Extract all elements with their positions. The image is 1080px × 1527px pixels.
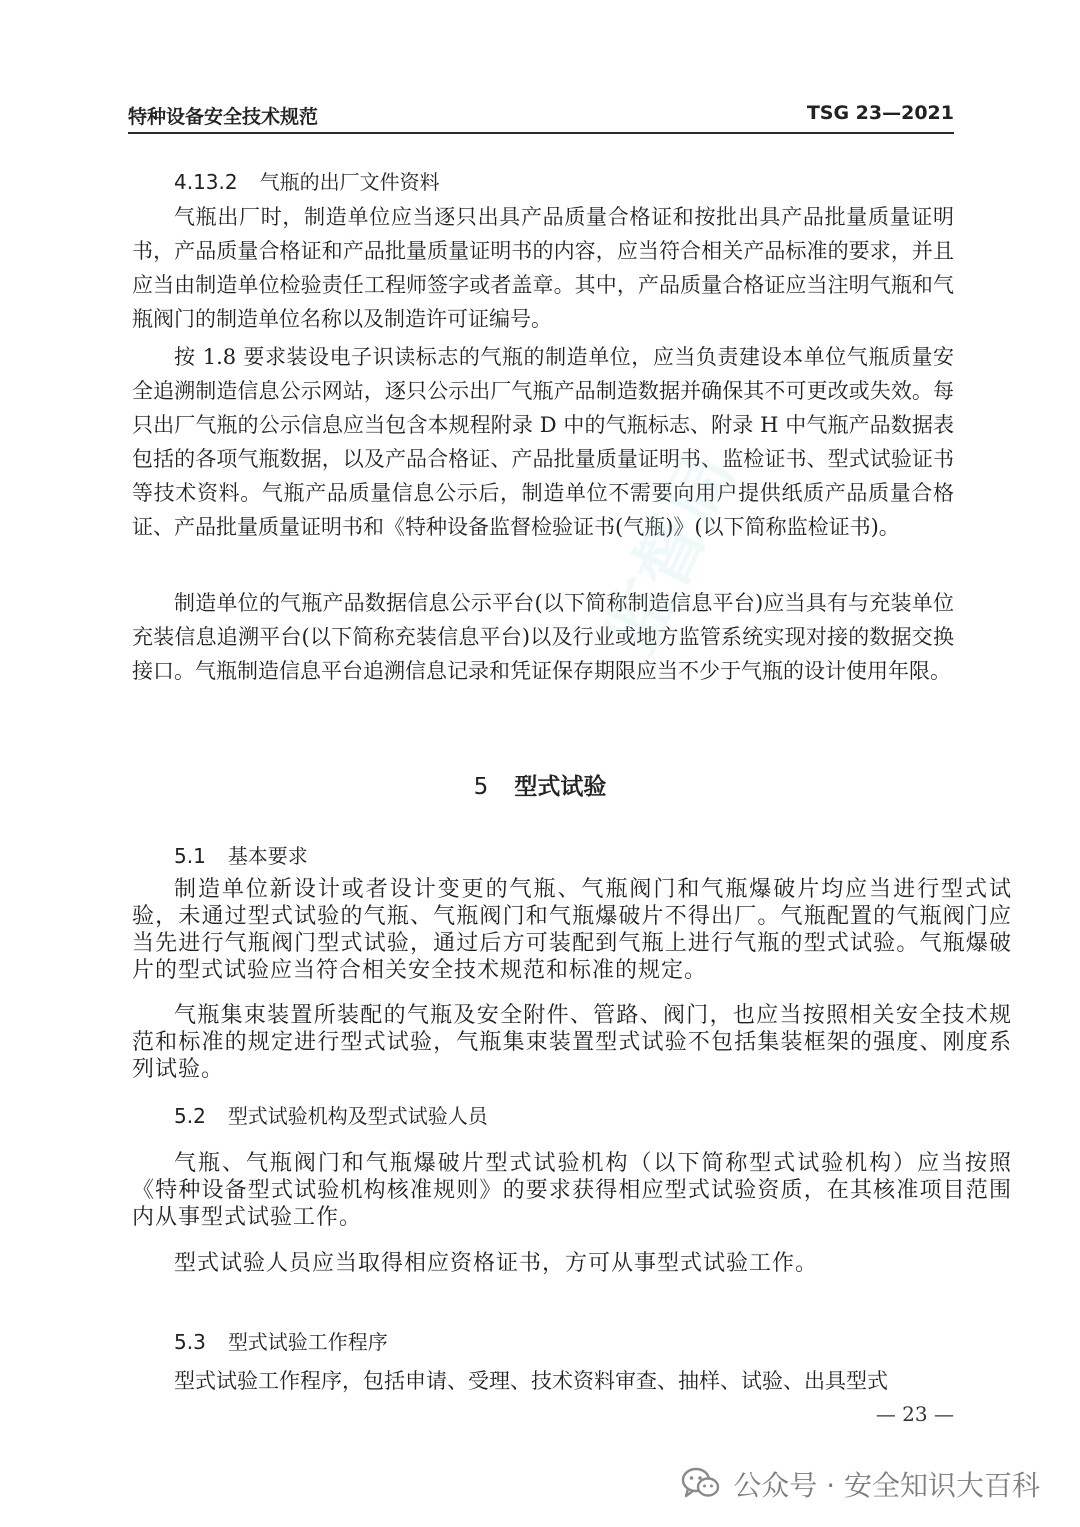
section-heading-4-13-2 [174,166,440,195]
section-title: 基本要求 [227,844,308,868]
section-number: 5.3 [174,1330,206,1354]
paragraph: 型式试验人员应当取得相应资格证书，方可从事型式试验工作。 [174,1251,819,1276]
section-heading-5-1 [174,840,308,869]
section-title: 型式试验工作程序 [227,1330,388,1354]
header-spec-title: 特种设备安全技术规范 [128,106,319,128]
footer-brand-text: 公众号 · 安全知识大百科 [733,1469,1040,1502]
section-title: 气瓶的出厂文件资料 [259,170,440,194]
paragraph: 型式试验工作程序，包括申请、受理、技术资料审查、抽样、试验、出具型式 [174,1369,888,1393]
section-heading-5-3 [174,1326,388,1355]
paragraph: 气瓶出厂时，制造单位应当逐只出具产品质量合格证和按批出具产品批量质量证明书，产品质量合格证和产品批量质量证明书的内容，应当符合相关产品标准的要求，并且应当由制造单位检验责任工程师签字或者盖章。其中，产品质量合格证应当注明气瓶和气瓶阀门的制造单位名称以及制造许可证编号。 [132,205,954,331]
paragraph: 按 1.8 要求装设电子识读标志的气瓶的制造单位，应当负责建设本单位气瓶质量安全追溯制造信息公示网站，逐只公示出厂气瓶产品制造数据并确保其不可更改或失效。每只出厂气瓶的公示信息应当包含本规程附录 D 中的气瓶标志、附录 H 中气瓶产品数据表包括的各项气瓶数据，以及产品合格证、产品批量质量证明书、监检证书、型式试验证书等技术资料。气瓶产品质量信息公示后，制造单位不需要向用户提供纸质产品质量合格证、产品批量质量证明书和《特种设备监督检验证书(气瓶)》(以下简称监检证书)。 [132,345,954,539]
section-heading-5-2 [174,1100,488,1129]
chapter-heading-5 [0,768,1080,801]
section-number: 4.13.2 [174,170,238,194]
footer-brand [681,1464,1040,1504]
running-header [128,100,954,134]
paragraph: 气瓶、气瓶阀门和气瓶爆破片型式试验机构（以下简称型式试验机构）应当按照《特种设备型式试验机构核准规则》的要求获得相应型式试验资质，在其核准项目范围内从事型式试验工作。 [132,1151,1012,1230]
chapter-title: 型式试验 [514,774,607,800]
section-title: 型式试验机构及型式试验人员 [227,1104,488,1128]
chapter-number: 5 [473,774,489,800]
header-spec-code: TSG 23—2021 [806,102,954,124]
page-number: — 23 — [875,1402,954,1426]
section-number: 5.2 [174,1104,206,1128]
section-number: 5.1 [174,844,206,868]
paragraph: 气瓶集束装置所装配的气瓶及安全附件、管路、阀门，也应当按照相关安全技术规范和标准的规定进行型式试验，气瓶集束装置型式试验不包括集装框架的强度、刚度系列试验。 [132,1003,1012,1082]
paragraph: 制造单位的气瓶产品数据信息公示平台(以下简称制造信息平台)应当具有与充装单位充装信息追溯平台(以下简称充装信息平台)以及行业或地方监管系统实现对接的数据交换接口。气瓶制造信息平台追溯信息记录和凭证保存期限应当不少于气瓶的设计使用年限。 [132,591,954,683]
paragraph: 制造单位新设计或者设计变更的气瓶、气瓶阀门和气瓶爆破片均应当进行型式试验，未通过型式试验的气瓶、气瓶阀门和气瓶爆破片不得出厂。气瓶配置的气瓶阀门应当先进行气瓶阀门型式试验，通过后方可装配到气瓶上进行气瓶的型式试验。气瓶爆破片的型式试验应当符合相关安全技术规范和标准的规定。 [132,877,1012,983]
watermark-stamp: 监督局 [588,440,752,666]
wechat-icon [681,1466,721,1502]
